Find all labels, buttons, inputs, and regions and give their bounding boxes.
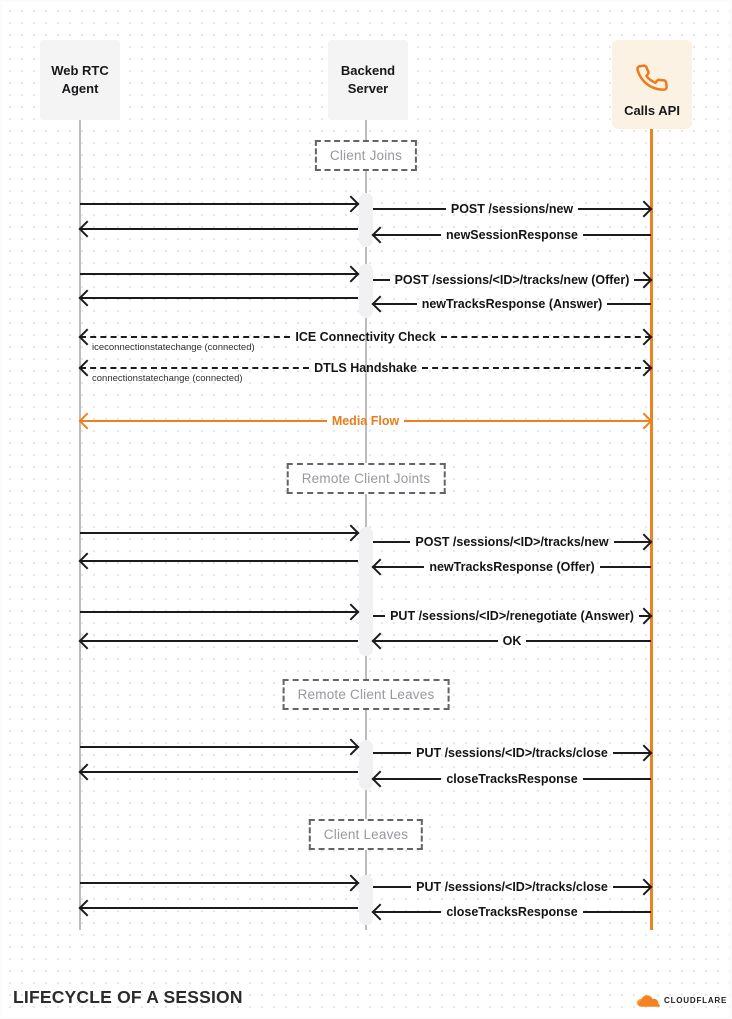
arrow-line bbox=[80, 771, 358, 773]
arrowhead-right-icon bbox=[343, 266, 360, 283]
message-label: newSessionResponse bbox=[446, 227, 578, 242]
arrow-line bbox=[373, 541, 410, 543]
phase-label: Remote Client Leaves bbox=[297, 687, 435, 702]
arrow-backend-to-agent bbox=[80, 552, 358, 570]
message-label: newTracksResponse (Answer) bbox=[421, 296, 603, 311]
arrow-line bbox=[607, 303, 651, 305]
arrow-line bbox=[526, 640, 651, 642]
arrow-line bbox=[80, 746, 358, 748]
arrow-line bbox=[404, 420, 651, 422]
arrowhead-left-icon bbox=[79, 764, 96, 781]
arrow-backend-to-agent bbox=[80, 220, 358, 238]
arrowhead-right-icon bbox=[636, 413, 653, 430]
arrowhead-right-icon bbox=[343, 604, 360, 621]
message-label: closeTracksResponse bbox=[446, 904, 578, 919]
arrowhead-right-icon bbox=[636, 272, 653, 289]
arrow-agent-to-backend bbox=[80, 738, 358, 756]
arrow-line bbox=[441, 336, 651, 338]
actor-web-rtc-agent bbox=[40, 40, 120, 120]
actor-calls-api bbox=[612, 40, 692, 129]
arrow-line bbox=[80, 273, 358, 275]
phase-remote-client-leaves bbox=[283, 679, 450, 710]
arrow-close-tracks-response bbox=[373, 903, 651, 921]
arrow-line bbox=[80, 420, 327, 422]
activation-bar bbox=[359, 527, 373, 656]
arrow-line bbox=[80, 882, 358, 884]
arrow-put-tracks-close bbox=[373, 744, 651, 762]
arrow-backend-to-agent bbox=[80, 289, 358, 307]
arrow-line bbox=[80, 228, 358, 230]
arrow-agent-to-backend bbox=[80, 195, 358, 213]
arrow-put-renegotiate-answer bbox=[373, 607, 651, 625]
actor-label: Server bbox=[347, 81, 389, 96]
arrow-media-flow bbox=[80, 412, 651, 430]
arrow-line bbox=[80, 367, 309, 369]
message-label: DTLS Handshake bbox=[314, 360, 417, 375]
phase-client-leaves bbox=[309, 819, 423, 850]
arrowhead-left-icon bbox=[372, 227, 389, 244]
arrow-line bbox=[80, 907, 358, 909]
actor-label: Backend bbox=[340, 63, 396, 79]
phase-client-joins bbox=[315, 140, 417, 171]
arrowhead-left-icon bbox=[79, 290, 96, 307]
phase-label: Client Joins bbox=[329, 148, 403, 163]
arrowhead-right-icon bbox=[343, 525, 360, 542]
arrow-new-tracks-response-offer bbox=[373, 558, 651, 576]
message-label: PUT /sessions/<ID>/renegotiate (Answer) bbox=[390, 608, 634, 623]
arrowhead-left-icon bbox=[372, 296, 389, 313]
actor-label: Web RTC bbox=[51, 63, 109, 79]
arrow-line bbox=[583, 778, 651, 780]
arrow-put-tracks-close bbox=[373, 878, 651, 896]
arrow-backend-to-agent bbox=[80, 632, 358, 650]
arrow-backend-to-agent bbox=[80, 899, 358, 917]
arrow-new-session-response bbox=[373, 226, 651, 244]
note-connection-state: connectionstatechange (connected) bbox=[92, 373, 243, 384]
arrow-line bbox=[80, 532, 358, 534]
message-label: OK bbox=[502, 633, 522, 648]
arrow-ok-response bbox=[373, 632, 651, 650]
arrow-line bbox=[373, 752, 411, 754]
arrowhead-left-icon bbox=[372, 904, 389, 921]
arrowhead-right-icon bbox=[636, 329, 653, 346]
cloudflare-logo bbox=[636, 993, 727, 1008]
arrowhead-right-icon bbox=[343, 739, 360, 756]
activation-bar bbox=[359, 740, 373, 790]
arrowhead-left-icon bbox=[372, 771, 389, 788]
actor-label: Agent bbox=[61, 81, 99, 96]
arrow-line bbox=[373, 615, 385, 617]
arrow-new-tracks-response-answer bbox=[373, 295, 651, 313]
arrowhead-right-icon bbox=[636, 608, 653, 625]
arrow-post-tracks-new bbox=[373, 533, 651, 551]
actor-backend-server bbox=[328, 40, 408, 120]
actor-label: Calls API bbox=[624, 103, 680, 119]
message-label: closeTracksResponse bbox=[446, 771, 578, 786]
arrow-agent-to-backend bbox=[80, 603, 358, 621]
arrow-line bbox=[373, 208, 446, 210]
arrow-line bbox=[373, 640, 498, 642]
arrow-close-tracks-response bbox=[373, 770, 651, 788]
message-label: newTracksResponse (Offer) bbox=[429, 559, 595, 574]
arrow-agent-to-backend bbox=[80, 265, 358, 283]
activation-bar bbox=[359, 264, 373, 318]
phase-label: Client Leaves bbox=[323, 827, 409, 842]
message-label: ICE Connectivity Check bbox=[295, 329, 436, 344]
arrow-line bbox=[80, 640, 358, 642]
arrowhead-right-icon bbox=[636, 201, 653, 218]
arrowhead-left-icon bbox=[79, 413, 96, 430]
phase-remote-client-joins bbox=[287, 463, 446, 494]
message-label: POST /sessions/<ID>/tracks/new bbox=[415, 534, 609, 549]
note-ice-connection-state: iceconnectionstatechange (connected) bbox=[92, 342, 255, 353]
arrowhead-left-icon bbox=[79, 900, 96, 917]
arrow-line bbox=[600, 566, 651, 568]
arrow-line bbox=[583, 234, 651, 236]
phase-label: Remote Client Joints bbox=[301, 471, 431, 486]
arrow-line bbox=[80, 611, 358, 613]
cloudflare-cloud-icon bbox=[636, 993, 660, 1008]
arrow-line bbox=[373, 886, 411, 888]
arrow-line bbox=[373, 279, 390, 281]
message-label: POST /sessions/<ID>/tracks/new (Offer) bbox=[394, 272, 630, 287]
page-title: LIFECYCLE OF A SESSION bbox=[13, 987, 243, 1007]
arrowhead-right-icon bbox=[636, 360, 653, 377]
phone-icon bbox=[634, 60, 670, 96]
arrow-line bbox=[80, 336, 290, 338]
arrowhead-left-icon bbox=[372, 633, 389, 650]
arrowhead-right-icon bbox=[636, 745, 653, 762]
arrow-agent-to-backend bbox=[80, 874, 358, 892]
arrowhead-left-icon bbox=[372, 559, 389, 576]
message-label: PUT /sessions/<ID>/tracks/close bbox=[416, 879, 608, 894]
arrowhead-left-icon bbox=[79, 221, 96, 238]
arrow-line bbox=[80, 203, 358, 205]
activation-bar bbox=[359, 875, 373, 925]
activation-bar bbox=[359, 193, 373, 247]
arrowhead-right-icon bbox=[343, 196, 360, 213]
brand-name: CLOUDFLARE bbox=[664, 996, 728, 1005]
arrowhead-left-icon bbox=[79, 553, 96, 570]
arrow-backend-to-agent bbox=[80, 763, 358, 781]
message-label: PUT /sessions/<ID>/tracks/close bbox=[416, 745, 608, 760]
arrow-line bbox=[422, 367, 651, 369]
arrow-post-sessions-new bbox=[373, 200, 651, 218]
arrowhead-left-icon bbox=[79, 633, 96, 650]
arrow-line bbox=[80, 560, 358, 562]
arrow-post-tracks-new-offer bbox=[373, 271, 651, 289]
arrowhead-right-icon bbox=[636, 534, 653, 551]
arrowhead-right-icon bbox=[343, 875, 360, 892]
arrow-line bbox=[583, 911, 651, 913]
message-label: POST /sessions/new bbox=[450, 201, 574, 216]
arrow-line bbox=[80, 297, 358, 299]
arrow-agent-to-backend bbox=[80, 524, 358, 542]
arrowhead-right-icon bbox=[636, 879, 653, 896]
message-label: Media Flow bbox=[331, 413, 400, 428]
